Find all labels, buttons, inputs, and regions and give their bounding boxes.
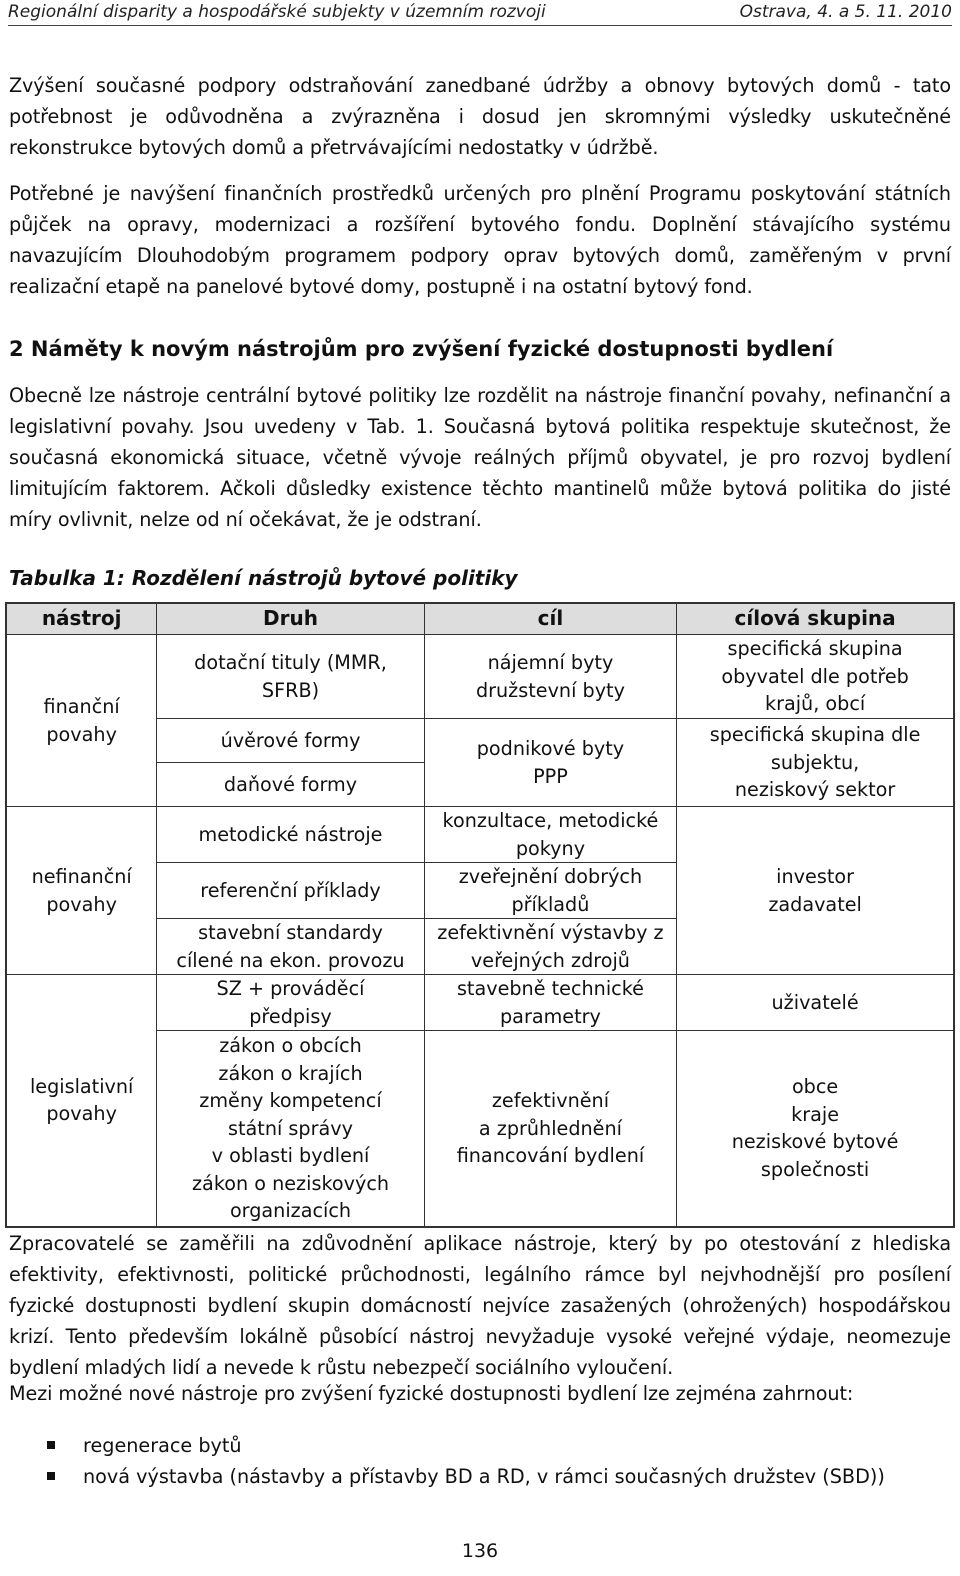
goal-cell: zefektivnění výstavby z veřejných zdrojů [424,919,676,975]
page-content [9,70,951,1492]
goal-cell: zefektivnění a zprůhlednění financování bydlení [424,1031,676,1227]
list-item-text: regenerace bytů [83,1433,242,1457]
col-header-group: cílová skupina [677,603,954,635]
bullet-square-icon [47,1441,55,1449]
paragraph-1: Zvýšení současné podpory odstraňování zanedbané údržby a obnovy bytových domů - tato potřebnost je odůvodněna a zvýrazněna i dosud jen skromnými výsledky uskutečněné rekonstrukce bytových domů a přetrvávajícími nedostatky v údržbě. [9,74,951,159]
kind-cell: daňové formy [157,763,424,807]
bullet-square-icon [47,1472,55,1480]
col-header-goal: cíl [424,603,676,635]
header-right: Ostrava, 4. a 5. 11. 2010 [739,2,952,22]
list-item-text: nová výstavba (nástavby a přístavby BD a RD, v rámci současných družstev (SBD)) [83,1464,885,1488]
tool-legislative: legislativní povahy [6,975,157,1227]
page-number: 136 [461,1540,499,1562]
kind-cell: referenční příklady [157,863,424,919]
paragraph-3: Obecně lze nástroje centrální bytové politiky lze rozdělit na nástroje finanční povahy, nefinanční a legislativní povahy. Jsou uvedeny v Tab. 1. Současná bytová politika respektuje skutečnost, že současná ekonomická situace, včetně vývoje reálných příjmů obyvatel, je pro rozvoj bydlení limitujícím faktorem. Ačkoli důsledky existence těchto mantinelů může bytová politika do jisté míry ovlivnit, nelze od ní očekávat, že je odstraní. [9,384,951,531]
goal-cell: podnikové byty PPP [424,719,676,807]
group-cell: specifická skupina dle subjektu, neziskový sektor [677,719,954,807]
table-row [6,807,954,863]
section-title: 2 Náměty k novým nástrojům pro zvýšení fyzické dostupnosti bydlení [9,337,834,361]
running-header [8,0,952,26]
list-item [9,1430,951,1461]
group-cell: obce kraje neziskové bytové společnosti [677,1031,954,1227]
paragraph-4: Zpracovatelé se zaměřili na zdůvodnění aplikace nástroje, který by po otestování z hlediska efektivity, efektivnosti, politické průchodnosti, legálního rámce byl nejvhodnější pro posílení fyzické dostupnosti bydlení skupin domácností nejvíce zasažených (ohrožených) hospodářskou krizí. Tento především lokálně působící nástroj nevyžaduje vysoké veřejné výdaje, neomezuje bydlení mladých lidí a nevede k růstu nebezpečí sociálního vyloučení. [9,1231,951,1379]
kind-cell: stavební standardy cílené na ekon. provozu [157,919,424,975]
table-title: Tabulka 1: Rozdělení nástrojů bytové politiky [9,566,518,590]
header-left: Regionální disparity a hospodářské subjekty v územním rozvoji [8,2,546,22]
goal-cell: nájemní byty družstevní byty [424,635,676,719]
table-row [6,635,954,719]
col-header-kind: Druh [157,603,424,635]
list-item [9,1461,951,1492]
group-cell: specifická skupina obyvatel dle potřeb krajů, obcí [677,635,954,719]
paragraph-2: Potřebné je navýšení finančních prostředků určených pro plnění Programu poskytování státních půjček na opravy, modernizaci a rozšíření bytového fondu. Doplnění stávajícího systému navazujícím Dlouhodobým programem podpory oprav bytových domů, zaměřeným v první realizační etapě na panelové bytové domy, postupně i na ostatní bytový fond. [9,182,951,298]
kind-cell: metodické nástroje [157,807,424,863]
tools-table [5,602,955,1228]
group-cell: investor zadavatel [677,807,954,975]
kind-cell: úvěrové formy [157,719,424,763]
goal-cell: stavebně technické parametry [424,975,676,1031]
goal-cell: konzultace, metodické pokyny [424,807,676,863]
kind-cell: dotační tituly (MMR, SFRB) [157,635,424,719]
table-header-row [6,603,954,635]
goal-cell: zveřejnění dobrých příkladů [424,863,676,919]
col-header-tool: nástroj [6,603,157,635]
kind-cell: SZ + prováděcí předpisy [157,975,424,1031]
bullet-list [9,1430,951,1492]
paragraph-5: Mezi možné nové nástroje pro zvýšení fyzické dostupnosti bydlení lze zejména zahrnout: [9,1381,854,1405]
group-cell: uživatelé [677,975,954,1031]
table-row [6,975,954,1031]
tool-nonfinancial: nefinanční povahy [6,807,157,975]
kind-cell: zákon o obcích zákon o krajích změny kompetencí státní správy v oblasti bydlení zákon o neziskových organizacích [157,1031,424,1227]
tool-financial: finanční povahy [6,635,157,807]
